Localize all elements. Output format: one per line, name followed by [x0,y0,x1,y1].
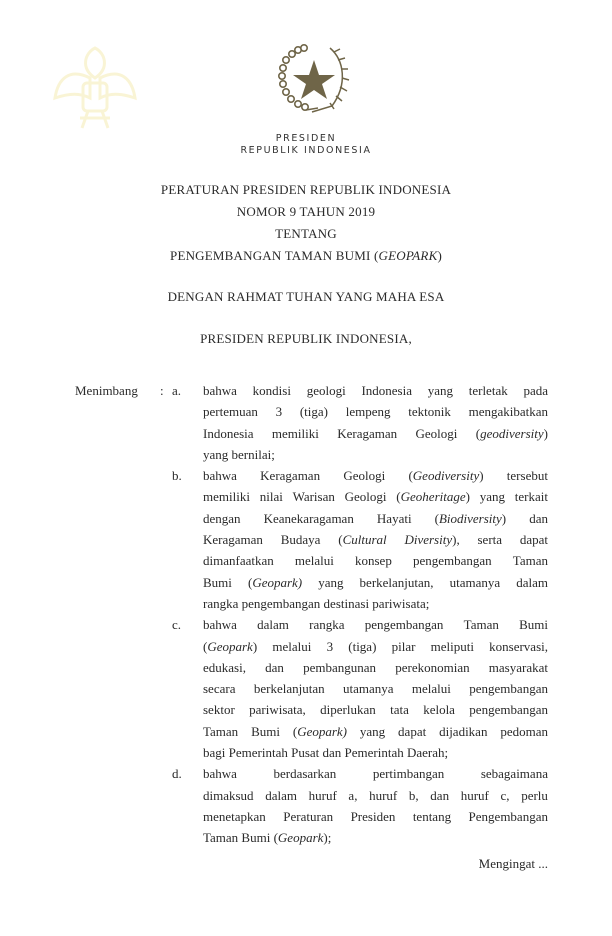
word-part: Geologi [343,468,386,484]
word-part: dalam [257,617,289,633]
word [408,465,483,486]
word-part: Taman [512,553,548,569]
word-part: Indonesia [361,383,412,398]
text-line [203,721,548,742]
word [413,806,451,827]
word [481,763,548,784]
word [413,550,492,571]
word [203,572,232,593]
word-part: yang [427,383,453,398]
word-part: dapat [519,532,548,548]
word-part: dan [430,787,450,803]
word-part: rangka [309,617,345,633]
italic-term: Cultural [342,532,387,548]
word-part: Peraturan [283,808,334,824]
letterhead-republik: REPUBLIK INDONESIA [240,145,372,156]
word-part: mengakibatkan [468,404,548,420]
word [260,465,320,486]
text-line [203,657,548,678]
word-part: c, [500,787,510,803]
word [476,423,548,444]
text-line [203,508,548,529]
word [351,806,396,827]
word-part: dapat [398,723,427,739]
word-part: Indonesia [203,425,254,441]
word [203,806,266,827]
subject-text: PENGEMBANGAN TAMAN BUMI ( [170,248,379,263]
word-part: menetapkan [203,808,266,824]
text-line [203,380,548,401]
word [265,785,297,806]
word [337,423,397,444]
word-part: pada [523,383,548,398]
word [253,380,291,401]
word [295,550,334,571]
word-part: tentang [412,808,452,824]
word-part: edukasi, [203,659,246,675]
word-part: dimanfaatkan [203,553,274,569]
word-part: tektonik [408,404,451,420]
invocation: DENGAN RAHMAT TUHAN YANG MAHA ESA [167,289,445,304]
text-line [203,785,548,806]
text-line [203,465,548,486]
word [469,699,548,720]
italic-term: Diversity [404,532,453,548]
considering-item [172,763,548,848]
word-part: ( [338,532,343,548]
word-part: Keragaman [337,425,398,441]
word [203,699,235,720]
italic-term: Geoheritage [400,489,466,505]
word-part: geologi [306,383,346,398]
word [283,806,333,827]
word-part: a, [348,787,358,803]
word [203,721,238,742]
item-letter: b. [172,468,182,484]
word-part: pengembangan [469,681,548,697]
italic-term: Biodiversity [438,510,502,526]
word-part: ) [465,489,470,505]
word-part: melalui [294,553,334,569]
word [203,423,254,444]
word-part: bahwa [203,766,237,782]
word [373,763,444,784]
word-part: melalui [411,681,451,697]
word [203,401,258,422]
word-part: pertimbangan [372,766,445,782]
word [515,486,548,507]
regulation-subject [0,248,612,264]
word [293,486,335,507]
word-part: berkelanjutan, [359,574,434,590]
word-part: kelola [423,702,455,718]
presidential-emblem-icon [272,40,352,120]
word-part: ) [501,510,507,526]
word [355,550,392,571]
text-run: ); [323,830,332,846]
item-body [203,380,548,465]
word [360,572,434,593]
word-part: Bumi [519,617,548,633]
text-line [203,401,548,422]
word [309,785,337,806]
word [435,508,507,529]
word [507,465,548,486]
word [469,380,508,401]
text-line [203,550,548,571]
item-letter: a. [172,383,182,398]
word [408,401,451,422]
word [365,614,444,635]
word-part: berdasarkan [273,766,337,782]
text-line [203,423,548,444]
regulation-title: PERATURAN PRESIDEN REPUBLIK INDONESIA [160,182,452,197]
word [409,785,419,806]
word-part: Presiden [350,808,396,824]
word-part: 3 [326,638,334,654]
word [320,699,376,720]
item-letter: d. [172,766,182,782]
text-line [203,827,548,848]
text-line [203,529,548,550]
text-line [203,593,548,614]
subject-italic: GEOPARK [378,248,438,263]
considering-items [172,380,548,849]
word [500,721,548,742]
word-part: Warisan [292,489,335,505]
word-part: kondisi [252,383,291,398]
word-part: 3 [275,404,283,420]
word [523,380,548,401]
text-line [203,763,548,784]
word [257,614,289,635]
word-part: lempeng [345,404,391,420]
italic-term: geodiversity [480,425,544,441]
word-part: pertemuan [203,404,258,420]
letterhead-presiden: PRESIDEN [275,133,337,144]
word-part: pengembangan [412,553,492,569]
word-part: ( [247,574,253,590]
considering-item [172,614,548,763]
word [203,763,237,784]
word-part: perlu [521,787,548,803]
word-part: ( [475,425,481,441]
word [464,614,499,635]
word [338,529,386,550]
word [392,636,416,657]
item-body [203,614,548,763]
word [203,529,263,550]
word [293,721,347,742]
word-part: diperlukan [320,702,376,718]
word [398,721,426,742]
issuer: PRESIDEN REPUBLIK INDONESIA, [200,331,412,346]
word-part: huruf [308,787,337,803]
word-part: pengembangan [364,617,444,633]
considering-label: Menimbang [75,383,138,398]
item-body [203,763,548,848]
word-part: pengembangan [469,702,548,718]
word-part: pilar [391,638,416,654]
word-part: memiliki [203,489,250,505]
word-part: melalui [272,638,312,654]
word [276,401,283,422]
text-run: bagi Pemerintah Pusat dan Pemerintah Daerah; [203,745,449,761]
word-part: pedoman [500,723,548,739]
considering-colon: : [160,383,164,398]
italic-term: Geopark) [252,574,303,590]
word [396,486,470,507]
word-part: Bumi [203,574,232,590]
text-line [203,572,548,593]
word [519,614,548,635]
text-run: yang bernilai; [203,446,275,462]
word [327,636,334,657]
word-part: yang [359,723,386,739]
word [395,657,469,678]
word [343,678,394,699]
word [303,657,376,678]
considering-item [172,380,548,465]
word-part: berkelanjutan [253,681,325,697]
word [516,572,548,593]
word [203,380,237,401]
text-line [203,636,548,657]
word [489,657,548,678]
word-part: ( [396,489,401,505]
word [203,678,235,699]
word [428,380,453,401]
word [461,785,489,806]
word-part: dalam [265,787,297,803]
word [521,785,548,806]
word [343,465,385,486]
word [450,572,501,593]
word-part: ) [543,425,548,441]
word [478,529,503,550]
word [369,785,397,806]
word [361,380,412,401]
word [203,465,237,486]
text-line [203,444,548,465]
word-part: dan [529,510,548,526]
word-part: Hayati [376,510,412,526]
word-part: sektor [203,702,235,718]
word [430,785,449,806]
text-run: Taman Bumi ( [203,830,278,846]
text-line [203,678,548,699]
word-part: tersebut [506,468,548,484]
word-part: utamanya [449,574,501,590]
word [273,763,336,784]
word-part: nilai [259,489,283,505]
word [431,636,474,657]
word-part: Keragaman [203,532,263,548]
word-part: ) [252,638,258,654]
word-part: serta [477,532,503,548]
word-part: tata [390,702,409,718]
word-part: (tiga) [348,638,377,654]
word-part: utamanya [342,681,394,697]
subject-end: ) [437,248,442,263]
word-part: pembangunan [303,659,377,675]
word-part: (tiga) [299,404,328,420]
word [203,486,250,507]
word [348,785,357,806]
word [377,508,412,529]
italic-term: Geopark [207,638,253,654]
text-line [203,742,548,763]
word-part: memiliki [271,425,319,441]
word-part: dalam [516,574,548,590]
word-part: yang [318,574,344,590]
word-part: huruf [369,787,398,803]
word-part: ( [434,510,439,526]
word-part: Bumi [251,723,280,739]
word-part: ), [452,532,460,548]
word [203,550,274,571]
word [404,529,459,550]
word [307,380,346,401]
considering-item [172,465,548,614]
word-part: bahwa [203,383,237,398]
word [203,636,257,657]
word [348,636,376,657]
word-part: ( [203,638,208,654]
word [469,678,548,699]
word-part: konservasi, [489,638,548,654]
word-part: ( [408,468,413,484]
italic-term: Geopark [277,830,324,846]
word-part: ( [292,723,298,739]
text-line [203,486,548,507]
word-part: ) [479,468,484,484]
word-part: terkait [514,489,548,505]
word [248,572,302,593]
word-part: dijadikan [439,723,488,739]
word [439,721,487,742]
word-part: Keragaman [260,468,321,484]
word-part: Taman [203,723,239,739]
word [254,678,325,699]
word-part: sebagaimana [480,766,548,782]
word-part: konsep [355,553,392,569]
word-part: Budaya [280,532,321,548]
word [264,508,354,529]
word [346,401,391,422]
word-part: Taman [463,617,499,633]
italic-term: Geopark) [297,723,348,739]
word-part: masyarakat [488,659,548,675]
word [412,678,451,699]
word [480,486,505,507]
word-part: b, [408,787,419,803]
word [360,721,385,742]
word [260,486,283,507]
regulation-about: TENTANG [275,226,337,241]
word-part: dengan [203,510,241,526]
word-part: yang [479,489,506,505]
word-part: Keanekaragaman [263,510,354,526]
continuation-text: Mengingat ... [478,856,548,871]
word [318,572,343,593]
word [251,721,280,742]
word [203,614,237,635]
word [529,508,548,529]
word [300,401,328,422]
word-part: pariwisata, [249,702,306,718]
word-part: Geologi [344,489,387,505]
regulation-number: NOMOR 9 TAHUN 2019 [236,204,376,219]
word [390,699,409,720]
text-line [203,806,548,827]
word [272,636,311,657]
word [469,401,548,422]
garuda-watermark-icon [50,38,140,133]
word-part: Pengembangan [468,808,548,824]
word-part: Geologi [415,425,458,441]
item-letter: c. [172,617,182,633]
word-part: terletak [468,383,508,398]
text-line [203,614,548,635]
word [520,529,548,550]
word-part: bahwa [203,617,237,633]
word [309,614,344,635]
word [272,423,319,444]
word [203,785,254,806]
word [203,657,246,678]
word [203,508,241,529]
word [345,486,387,507]
word-part: bahwa [203,468,237,484]
word [423,699,455,720]
word-part: perekonomian [395,659,470,675]
item-body [203,465,548,614]
text-run: rangka pengembangan destinasi pariwisata; [203,595,430,611]
italic-term: Geodiversity [412,468,480,484]
word-part: huruf [460,787,489,803]
word [416,423,458,444]
word [249,699,306,720]
word-part: dan [265,659,284,675]
word [469,806,548,827]
word [265,657,284,678]
word-part: meliputi [430,638,474,654]
word [501,785,510,806]
word [281,529,321,550]
word [513,550,548,571]
word-part: dimaksud [203,787,254,803]
text-line [203,699,548,720]
word-part: secara [203,681,236,697]
word [489,636,548,657]
